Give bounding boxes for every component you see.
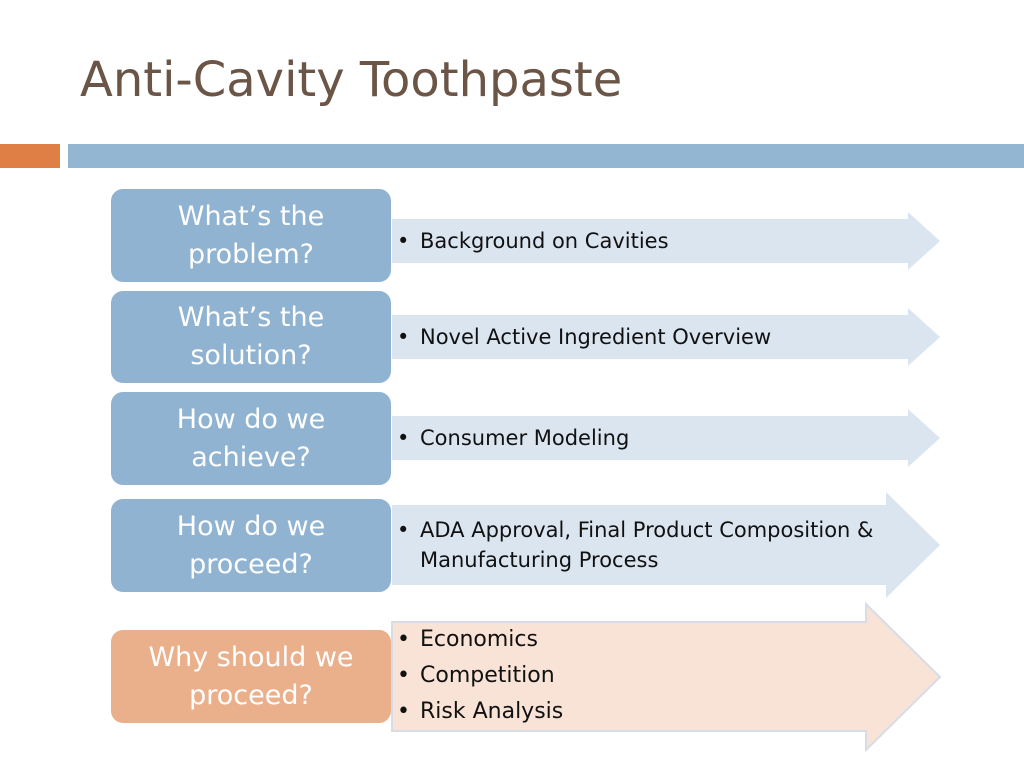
row-2-label-text: What’s the solution? [177,302,325,371]
row-3-bullets [393,423,893,453]
row-5-label-text: Why should we proceed? [148,641,354,711]
slide-title: Anti-Cavity Toothpaste [80,52,623,108]
row-3-label-text: How do we achieve? [176,403,326,473]
row-3-label [111,392,391,485]
row-1-label-text: What’s the problem? [177,200,325,270]
row-4-bullets [393,515,898,575]
bullet-item: • Economics [393,622,793,658]
bullet-item: • Novel Active Ingredient Overview [393,322,893,352]
row-4-label-text: How do we proceed? [176,510,326,580]
bullet-item: • Competition [393,658,793,694]
row-2-label [111,291,391,383]
row-1-label [111,189,391,282]
row-1-bullets [393,226,893,256]
bullet-item: • Risk Analysis [393,694,793,730]
row-5-label [111,630,391,723]
row-4-label [111,499,391,592]
row-2-bullets [393,322,893,352]
bullet-item: • Consumer Modeling [393,423,893,453]
bullet-item: • ADA Approval, Final Product Composition & Manufacturing Process [393,515,898,575]
bullet-item: • Background on Cavities [393,226,893,256]
row-5-bullets [393,622,793,730]
